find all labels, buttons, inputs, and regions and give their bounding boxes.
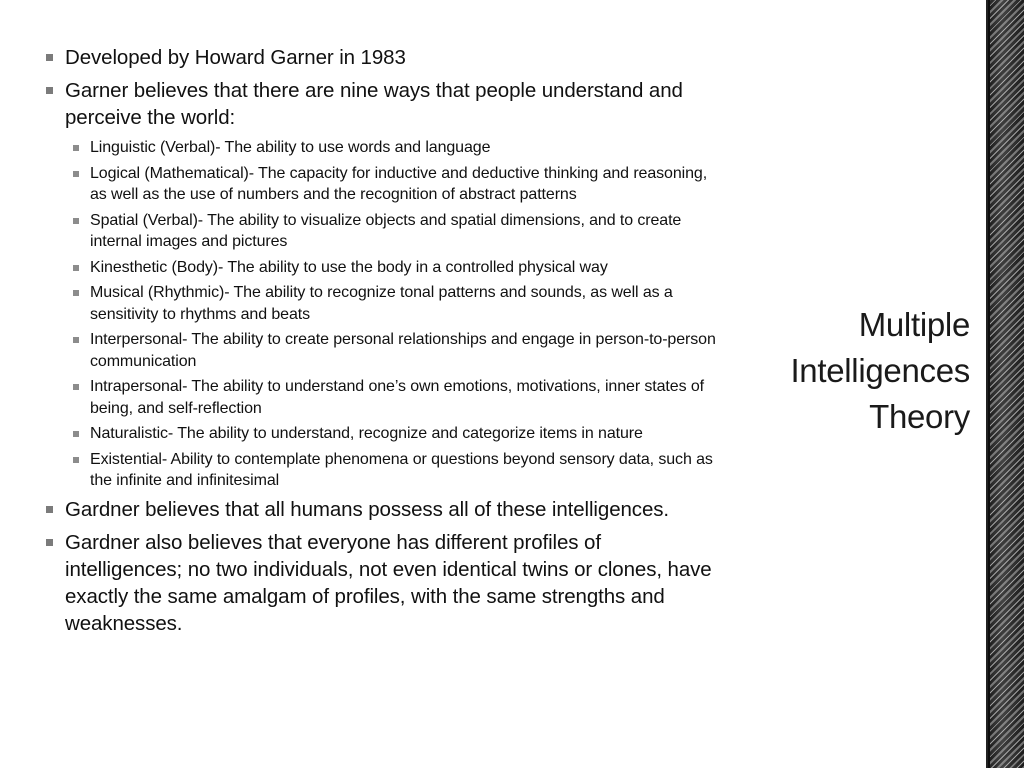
slide-body: [44, 44, 716, 643]
slide-title: [730, 302, 970, 440]
sub-bullet-linguistic: Linguistic (Verbal)- The ability to use words and language: [70, 137, 716, 159]
sub-bullet-existential: Existential- Ability to contemplate phenomena or questions beyond sensory data, such as the infinite and infinitesimal: [70, 449, 716, 492]
sub-bullet-intrapersonal: Intrapersonal- The ability to understand one’s own emotions, motivations, inner states of being, and self-reflection: [70, 376, 716, 419]
decorative-texture-strip: [988, 0, 1024, 768]
bullet-nine-ways: Garner believes that there are nine ways that people understand and perceive the world:: [44, 77, 716, 131]
sub-bullet-kinesthetic: Kinesthetic (Body)- The ability to use the body in a controlled physical way: [70, 257, 716, 279]
sub-bullet-spatial: Spatial (Verbal)- The ability to visualize objects and spatial dimensions, and to create internal images and pictures: [70, 210, 716, 253]
title-line: Multiple: [858, 306, 970, 343]
sub-bullet-logical: Logical (Mathematical)- The capacity for inductive and deductive thinking and reasoning, as well as the use of numbers and the recognition of abstract patterns: [70, 163, 716, 206]
intelligences-list: [44, 137, 716, 492]
sub-bullet-naturalistic: Naturalistic- The ability to understand, recognize and categorize items in nature: [70, 423, 716, 445]
sub-bullet-musical: Musical (Rhythmic)- The ability to recognize tonal patterns and sounds, as well as a sensitivity to rhythms and beats: [70, 282, 716, 325]
title-line: Theory: [869, 398, 970, 435]
bullet-different-profiles: Gardner also believes that everyone has different profiles of intelligences; no two individuals, not even identical twins or clones, have exactly the same amalgam of profiles, with the same strengths and weaknesses.: [44, 529, 716, 637]
title-line: Intelligences: [790, 352, 970, 389]
sub-bullet-interpersonal: Interpersonal- The ability to create personal relationships and engage in person-to-person communication: [70, 329, 716, 372]
bullet-all-humans: Gardner believes that all humans possess all of these intelligences.: [44, 496, 716, 523]
bullet-developed: Developed by Howard Garner in 1983: [44, 44, 716, 71]
